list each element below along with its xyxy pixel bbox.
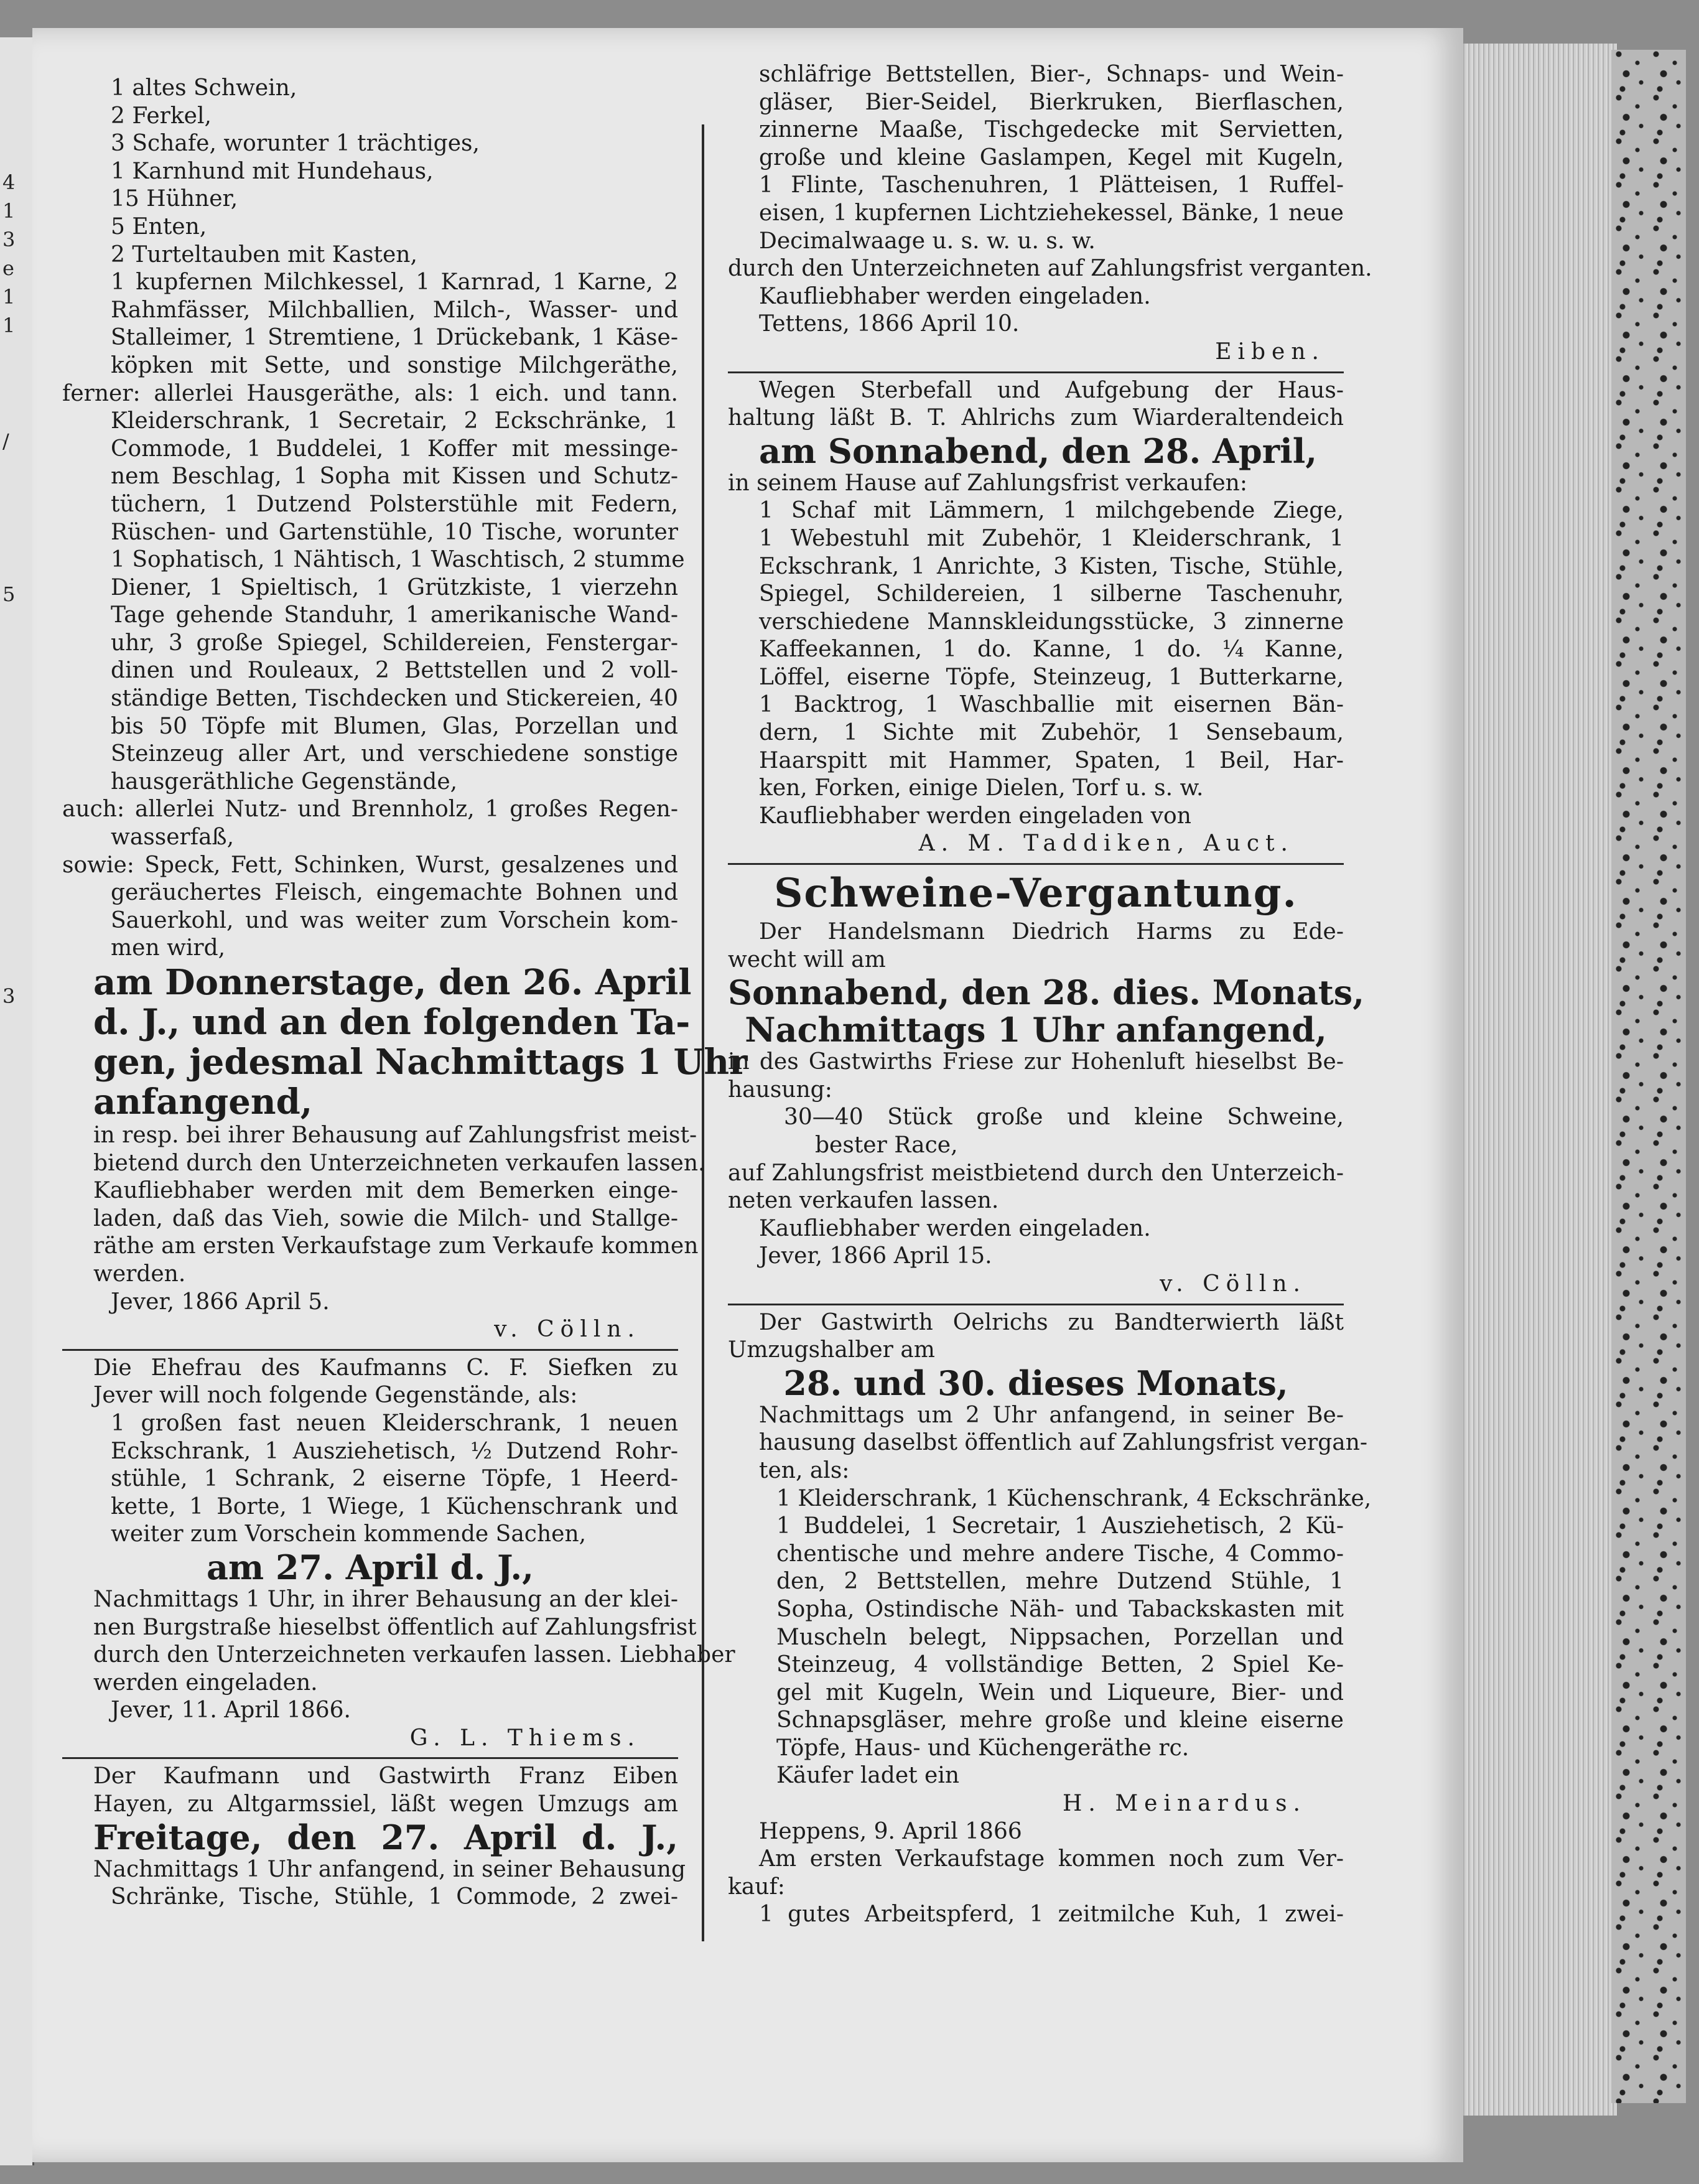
margin-mark: 4 (2, 170, 16, 194)
item-line: kette, 1 Borte, 1 Wiege, 1 Küchenschrank und (111, 1493, 678, 1519)
closing-line: Kaufliebhaber werden eingeladen. (759, 283, 1151, 309)
signature: G. L. Thiems. (409, 1725, 641, 1751)
item-line: 30—40 Stück große und kleine Schweine, (784, 1104, 1344, 1131)
item-line: Spiegel, Schildereien, 1 silberne Taschenuhr, (759, 581, 1344, 607)
item-line: 1 Kleiderschrank, 1 Küchenschrank, 4 Eckschränke, (776, 1485, 1372, 1511)
place-date: Jever, 1866 April 15. (759, 1243, 992, 1269)
item-line: 1 großen fast neuen Kleiderschrank, 1 neuen (111, 1410, 678, 1436)
place-date: Tettens, 1866 April 10. (759, 311, 1020, 337)
intro-line: Die Ehefrau des Kaufmanns C. F. Siefken zu (93, 1355, 678, 1381)
item-line: Muscheln belegt, Nippsachen, Porzellan und (776, 1624, 1344, 1650)
ad-separator (728, 863, 1344, 865)
after-line: hausung daselbst öffentlich auf Zahlungsfrist vergan- (759, 1430, 1368, 1456)
ad-5 (728, 869, 1364, 1299)
ad-separator (728, 1304, 1344, 1305)
left-margin-marks (2, 168, 27, 1010)
auction-date-heading: Nachmittags 1 Uhr anfangend, (745, 1010, 1327, 1050)
item-line: 1 Karnhund mit Hundehaus, (111, 158, 434, 184)
ad-1 (62, 75, 748, 1344)
sowie-line: geräuchertes Fleisch, eingemachte Bohnen und (111, 880, 678, 906)
ferner-line: Tage gehende Standuhr, 1 amerikanische Wand- (111, 602, 678, 628)
margin-mark: 5 (2, 582, 16, 606)
intro-line: Umzugshalber am (728, 1337, 935, 1363)
book-cover (1611, 50, 1686, 2103)
item-line: ken, Forken, einige Dielen, Torf u. s. w. (759, 775, 1204, 801)
place-date: Jever, 11. April 1866. (111, 1697, 351, 1724)
closing-line: durch den Unterzeichneten verkaufen lassen. Liebhaber (93, 1642, 735, 1668)
closing-line: werden eingeladen. (93, 1669, 318, 1696)
item-line: Löffel, eiserne Töpfe, Steinzeug, 1 Butterkarne, (759, 664, 1344, 690)
closing-line: kauf: (728, 1874, 785, 1900)
ferner-line: Diener, 1 Spieltisch, 1 Grützkiste, 1 vierzehn (111, 574, 678, 600)
item-line: 3 Schafe, worunter 1 trächtiges, (111, 131, 480, 157)
closing-line: Am ersten Verkaufstage kommen noch zum Ver- (759, 1846, 1344, 1872)
intro-line: haltung läßt B. T. Ahlrichs zum Wiarderaltendeich (728, 405, 1344, 431)
ferner-line: dinen und Rouleaux, 2 Bettstellen und 2 voll- (111, 658, 678, 684)
intro-line: Jever will noch folgende Gegenstände, als: (93, 1383, 578, 1409)
ferner-line: Commode, 1 Buddelei, 1 Koffer mit messinge- (111, 436, 678, 462)
closing-line: bietend durch den Unterzeichneten verkaufen lassen. (93, 1150, 705, 1176)
left-column (62, 75, 748, 1911)
item-line: Rahmfässer, Milchballien, Milch-, Wasser- und (111, 297, 678, 323)
item-line: Eckschrank, 1 Anrichte, 3 Kisten, Tische, Stühle, (759, 553, 1344, 579)
closing-line: Schränke, Tische, Stühle, 1 Commode, 2 zwei- (111, 1884, 678, 1910)
closing-line: Kaufliebhaber werden eingeladen. (759, 1215, 1151, 1241)
ferner-line: bis 50 Töpfe mit Blumen, Glas, Porzellan und (111, 713, 678, 739)
ad-separator (62, 1757, 678, 1759)
intro-line: Der Handelsmann Diedrich Harms zu Ede- (759, 919, 1344, 945)
item-line: dern, 1 Sichte mit Zubehör, 1 Sensebaum, (759, 720, 1344, 746)
signature: v. Cölln. (1160, 1271, 1306, 1297)
signature: Eiben. (1215, 338, 1325, 365)
auction-date-heading: am 27. April d. J., (207, 1547, 534, 1587)
item-line: 2 Turteltauben mit Kasten, (111, 241, 417, 268)
item-line: Töpfe, Haus- und Küchengeräthe rc. (776, 1735, 1189, 1761)
item-line: Kaffeekannen, 1 do. Kanne, 1 do. ¼ Kanne, (759, 637, 1344, 663)
ad-6 (728, 1309, 1372, 1929)
ferner-line: nem Beschlag, 1 Sopha mit Kissen und Schutz- (111, 464, 678, 490)
item-line: Käufer ladet ein (776, 1763, 960, 1789)
closing-line: räthe am ersten Verkaufstage zum Verkaufe kommen (93, 1233, 699, 1259)
closing-line: Nachmittags 1 Uhr, in ihrer Behausung an der klei- (93, 1586, 678, 1612)
item-line: bester Race, (815, 1132, 958, 1158)
auction-date-heading: am Sonnabend, den 28. April, (759, 431, 1318, 471)
ferner-line: 1 Sophatisch, 1 Nähtisch, 1 Waschtisch, 2 stumme (111, 547, 685, 573)
closing-line: laden, daß das Vieh, sowie die Milch- und Stallge- (93, 1205, 678, 1231)
item-line: Kaufliebhaber werden eingeladen von (759, 803, 1191, 829)
item-line: Stalleimer, 1 Stremtiene, 1 Drückebank, 1 Käse- (111, 325, 678, 351)
margin-mark: 1 (2, 285, 16, 309)
auction-date-heading: Sonnabend, den 28. dies. Monats, (728, 973, 1364, 1013)
auction-date-heading: Freitage, den 27. April d. J., (93, 1817, 678, 1857)
margin-mark: e (2, 256, 14, 280)
closing-line: 1 gutes Arbeitspferd, 1 zeitmilche Kuh, 1 zwei- (759, 1902, 1344, 1928)
right-column (728, 61, 1372, 1929)
item-line: 1 kupfernen Milchkessel, 1 Karnrad, 1 Karne, 2 (111, 269, 678, 296)
closing-line: Nachmittags 1 Uhr anfangend, in seiner Behausung (93, 1856, 686, 1882)
item-line: 15 Hühner, (111, 186, 238, 212)
auction-date-heading: gen, jedesmal Nachmittags 1 Uhr (93, 1042, 748, 1083)
ferner-line: hausgeräthliche Gegenstände, (111, 768, 458, 795)
margin-mark: 3 (2, 984, 16, 1008)
item-line: große und kleine Gaslampen, Kegel mit Kugeln, (759, 144, 1344, 170)
signature: A. M. Taddiken, Auct. (918, 831, 1294, 857)
item-line: 1 Buddelei, 1 Secretair, 1 Ausziehetisch, 2 Kü- (776, 1513, 1344, 1539)
after-line: hausung: (728, 1076, 832, 1103)
item-line: verschiedene Mannskleidungsstücke, 3 zinnerne (759, 609, 1344, 635)
item-line: 1 Backtrog, 1 Waschballie mit eisernen Bän- (759, 692, 1344, 718)
place-date: Heppens, 9. April 1866 (759, 1818, 1022, 1844)
intro-line: Wegen Sterbefall und Aufgebung der Haus- (759, 377, 1344, 403)
ad-3-continued (728, 61, 1372, 366)
auction-date-heading: anfangend, (93, 1081, 313, 1122)
closing-line: auf Zahlungsfrist meistbietend durch den Unterzeich- (728, 1160, 1344, 1186)
item-line: stühle, 1 Schrank, 2 eiserne Töpfe, 1 Heerd- (111, 1466, 678, 1492)
ferner-line: uhr, 3 große Spiegel, Schildereien, Fenstergar- (111, 630, 678, 656)
item-line: weiter zum Vorschein kommende Sachen, (111, 1521, 587, 1547)
signature: v. Cölln. (494, 1317, 641, 1343)
left-page-edge (0, 37, 34, 2165)
intro-line: wecht will am (728, 946, 886, 973)
sowie-line: Sauerkohl, und was weiter zum Vorschein kom- (111, 907, 678, 933)
item-line: Steinzeug, 4 vollständige Betten, 2 Spiel Ke- (776, 1652, 1344, 1678)
item-line: 5 Enten, (111, 213, 207, 240)
ferner-line: Steinzeug aller Art, und verschiedene sonstige (111, 741, 678, 767)
item-line: Sopha, Ostindische Näh- und Tabackskasten mit (776, 1596, 1344, 1622)
item-line: eisen, 1 kupfernen Lichtziehekessel, Bänke, 1 neue (759, 200, 1344, 226)
intro-line: Der Gastwirth Oelrichs zu Bandterwierth läßt (759, 1309, 1344, 1335)
margin-mark: / (2, 429, 9, 453)
item-line: gläser, Bier-Seidel, Bierkruken, Bierflaschen, (759, 89, 1344, 115)
auction-date-heading: am Donnerstage, den 26. April (93, 962, 692, 1003)
auction-date-heading: d. J., und an den folgenden Ta- (93, 1002, 691, 1043)
ad-4 (728, 377, 1344, 859)
item-line: 1 Webestuhl mit Zubehör, 1 Kleiderschrank, 1 (759, 525, 1344, 551)
ferner-line: Rüschen- und Gartenstühle, 10 Tische, worunter (111, 519, 678, 545)
item-line: Schnapsgläser, mehre große und kleine eiserne (776, 1707, 1344, 1734)
closing-line: nen Burgstraße hieselbst öffentlich auf Zahlungsfrist (93, 1614, 697, 1640)
after-line: in seinem Hause auf Zahlungsfrist verkaufen: (728, 470, 1247, 496)
item-line: gel mit Kugeln, Wein und Liqueure, Bier- und (776, 1679, 1344, 1706)
item-line: 1 altes Schwein, (111, 75, 297, 101)
intro-line: Der Kaufmann und Gastwirth Franz Eiben (93, 1763, 678, 1790)
item-line: Haarspitt mit Hammer, Spaten, 1 Beil, Har- (759, 747, 1344, 773)
intro-line: Hayen, zu Altgarmssiel, läßt wegen Umzugs am (93, 1791, 678, 1818)
auction-date-heading: 28. und 30. dieses Monats, (783, 1363, 1288, 1403)
ferner-line: ferner: allerlei Hausgeräthe, als: 1 eich. und tann. (62, 380, 678, 406)
place-date: Jever, 1866 April 5. (111, 1289, 330, 1315)
sowie-line: sowie: Speck, Fett, Schinken, Wurst, gesalzenes und (62, 852, 678, 878)
closing-line: werden. (93, 1261, 186, 1287)
after-line: ten, als: (759, 1457, 850, 1483)
ferner-line: Kleiderschrank, 1 Secretair, 2 Eckschränke, 1 (111, 408, 678, 434)
signature: H. Meinardus. (1063, 1791, 1306, 1817)
item-line: den, 2 Bettstellen, mehre Dutzend Stühle, 1 (776, 1569, 1344, 1595)
item-line: zinnerne Maaße, Tischgedecke mit Servietten, (759, 117, 1344, 143)
closing-line: neten verkaufen lassen. (728, 1188, 999, 1214)
item-line: chentische und mehre andere Tische, 4 Commo- (776, 1541, 1344, 1567)
ferner-line: ständige Betten, Tischdecken und Stickereien, 40 (111, 686, 678, 712)
ad-3 (62, 1763, 686, 1911)
item-line: 1 Flinte, Taschenuhren, 1 Plätteisen, 1 Ruffel- (759, 172, 1344, 198)
closing-line: Kaufliebhaber werden mit dem Bemerken einge- (93, 1178, 678, 1204)
auch-line: auch: allerlei Nutz- und Brennholz, 1 großes Regen- (62, 796, 678, 823)
closing-line: durch den Unterzeichneten auf Zahlungsfrist verganten. (728, 256, 1372, 282)
ad-2 (62, 1355, 735, 1753)
margin-mark: 1 (2, 199, 16, 223)
margin-mark: 1 (2, 314, 16, 337)
item-line: 1 Schaf mit Lämmern, 1 milchgebende Ziege, (759, 498, 1344, 524)
item-line: Decimalwaage u. s. w. u. s. w. (759, 228, 1096, 254)
after-line: Nachmittags um 2 Uhr anfangend, in seiner Be- (759, 1402, 1344, 1428)
ferner-line: tüchern, 1 Dutzend Polsterstühle mit Federn, (111, 491, 678, 517)
ad-separator (62, 1349, 678, 1351)
sowie-line: men wird, (111, 935, 226, 961)
ad-headline: Schweine-Vergantung. (774, 870, 1298, 917)
item-line: 2 Ferkel, (111, 103, 212, 129)
item-line: Eckschrank, 1 Ausziehetisch, ½ Dutzend Rohr- (111, 1438, 678, 1464)
after-line: in des Gastwirths Friese zur Hohenluft hieselbst Be- (728, 1049, 1344, 1075)
item-line: schläfrige Bettstellen, Bier-, Schnaps- und Wein- (759, 62, 1344, 87)
item-line: köpken mit Sette, und sonstige Milchgeräthe, (111, 352, 678, 378)
page-stack-edge (1459, 44, 1617, 2116)
margin-mark: 3 (2, 228, 16, 251)
closing-line: in resp. bei ihrer Behausung auf Zahlungsfrist meist- (93, 1122, 697, 1148)
auch-line: wasserfaß, (111, 824, 235, 851)
ad-separator (728, 371, 1344, 373)
